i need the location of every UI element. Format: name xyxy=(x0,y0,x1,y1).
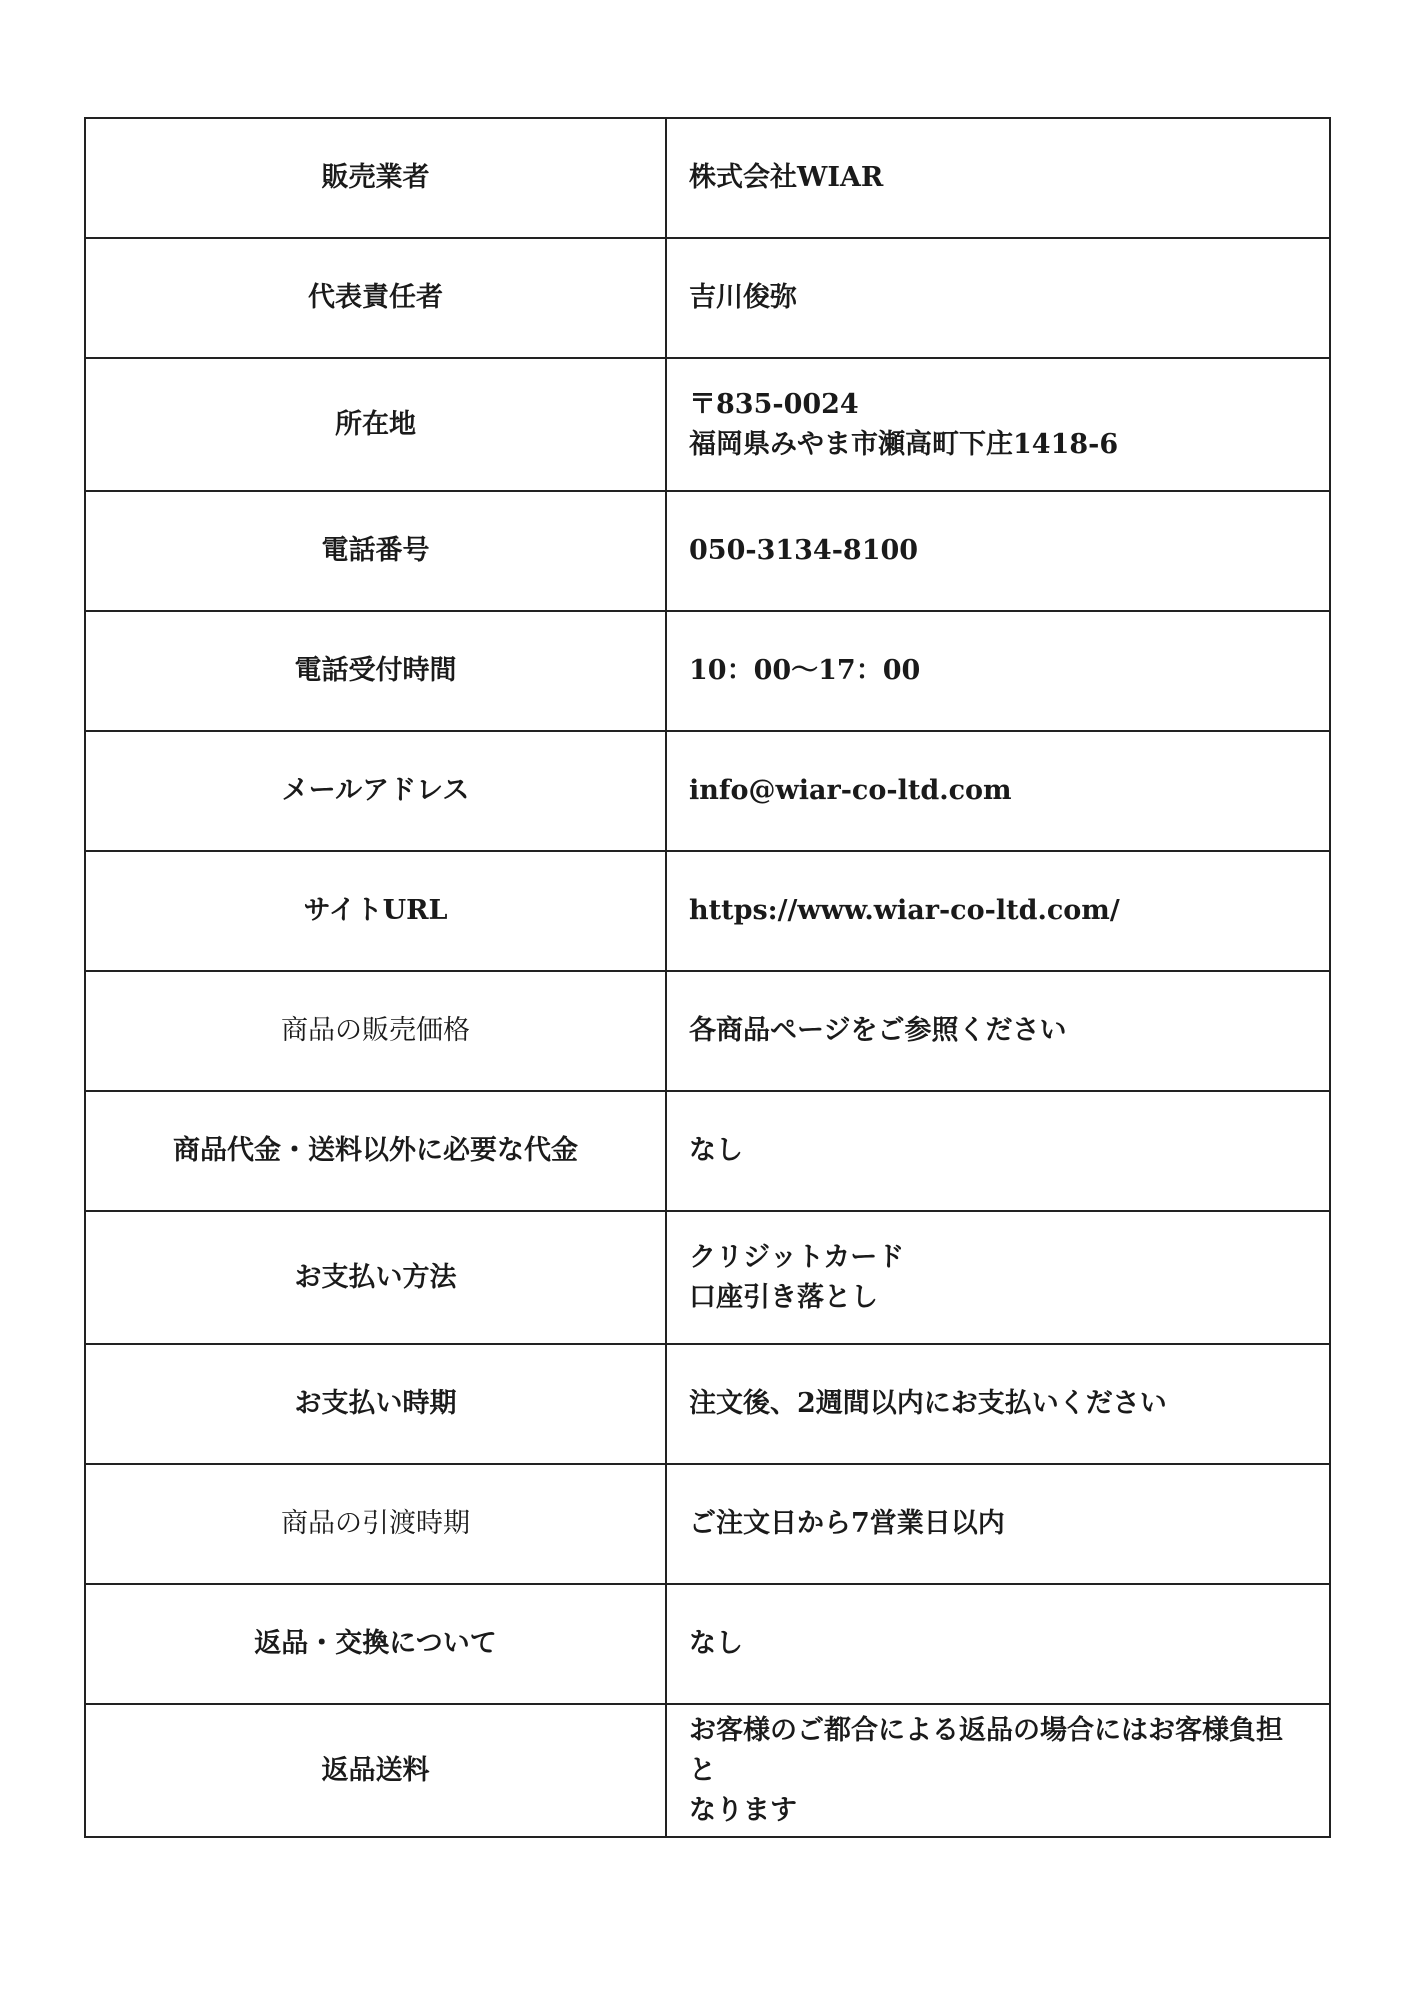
value-site-url xyxy=(666,851,1330,971)
value-line: クリジットカード xyxy=(689,1241,905,1273)
value-representative xyxy=(666,238,1330,358)
table-row-site-url xyxy=(85,851,1330,971)
value-payment-timing xyxy=(666,1344,1330,1464)
label-price: 商品の販売価格 xyxy=(85,971,666,1091)
label-seller: 販売業者 xyxy=(85,118,666,238)
value-line: https://www.wiar-co-ltd.com/ xyxy=(689,895,1120,926)
commerce-disclosure-table xyxy=(84,117,1331,1838)
label-address: 所在地 xyxy=(85,358,666,491)
table-row-price xyxy=(85,971,1330,1091)
value-extra-fees xyxy=(666,1091,1330,1211)
label-payment-timing: お支払い時期 xyxy=(85,1344,666,1464)
postal-code: 〒835-0024 xyxy=(689,388,859,420)
table-row-extra-fees xyxy=(85,1091,1330,1211)
value-line: 050-3134-8100 xyxy=(689,535,919,566)
value-line: なります xyxy=(689,1794,797,1826)
value-line: info@wiar-co-ltd.com xyxy=(689,775,1012,806)
table-row-phone xyxy=(85,491,1330,611)
value-payment-method xyxy=(666,1211,1330,1344)
value-line: 吉川俊弥 xyxy=(689,282,797,313)
label-extra-fees: 商品代金・送料以外に必要な代金 xyxy=(85,1091,666,1211)
label-returns: 返品・交換について xyxy=(85,1584,666,1704)
label-phone-hours: 電話受付時間 xyxy=(85,611,666,731)
value-phone xyxy=(666,491,1330,611)
label-site-url: サイトURL xyxy=(85,851,666,971)
table-row-payment-method xyxy=(85,1211,1330,1344)
label-return-shipping: 返品送料 xyxy=(85,1704,666,1837)
label-delivery-timing: 商品の引渡時期 xyxy=(85,1464,666,1584)
value-seller xyxy=(666,118,1330,238)
table-row-seller xyxy=(85,118,1330,238)
value-address xyxy=(666,358,1330,491)
table-row-email xyxy=(85,731,1330,851)
table-row-return-shipping xyxy=(85,1704,1330,1837)
value-return-shipping xyxy=(666,1704,1330,1837)
table-row-delivery-timing xyxy=(85,1464,1330,1584)
street-address: 福岡県みやま市瀬高町下庄1418-6 xyxy=(689,428,1119,460)
label-representative: 代表責任者 xyxy=(85,238,666,358)
table-row-payment-timing xyxy=(85,1344,1330,1464)
value-phone-hours xyxy=(666,611,1330,731)
value-line: なし xyxy=(689,1628,743,1659)
label-email: メールアドレス xyxy=(85,731,666,851)
value-line: ご注文日から7営業日以内 xyxy=(689,1508,1005,1539)
value-line: 株式会社WIAR xyxy=(689,162,884,193)
value-price xyxy=(666,971,1330,1091)
value-line: 各商品ページをご参照ください xyxy=(689,1015,1067,1046)
value-line: 注文後、2週間以内にお支払いください xyxy=(689,1388,1167,1419)
value-line: お客様のご都合による返品の場合にはお客様負担と xyxy=(689,1714,1283,1786)
value-delivery-timing xyxy=(666,1464,1330,1584)
value-line: なし xyxy=(689,1135,743,1166)
table-row-representative xyxy=(85,238,1330,358)
label-phone: 電話番号 xyxy=(85,491,666,611)
value-returns xyxy=(666,1584,1330,1704)
table-row-address xyxy=(85,358,1330,491)
table-row-returns xyxy=(85,1584,1330,1704)
value-line: 10：00〜17：00 xyxy=(689,655,921,686)
label-payment-method: お支払い方法 xyxy=(85,1211,666,1344)
value-line: 口座引き落とし xyxy=(689,1281,878,1313)
value-email xyxy=(666,731,1330,851)
table-row-phone-hours xyxy=(85,611,1330,731)
